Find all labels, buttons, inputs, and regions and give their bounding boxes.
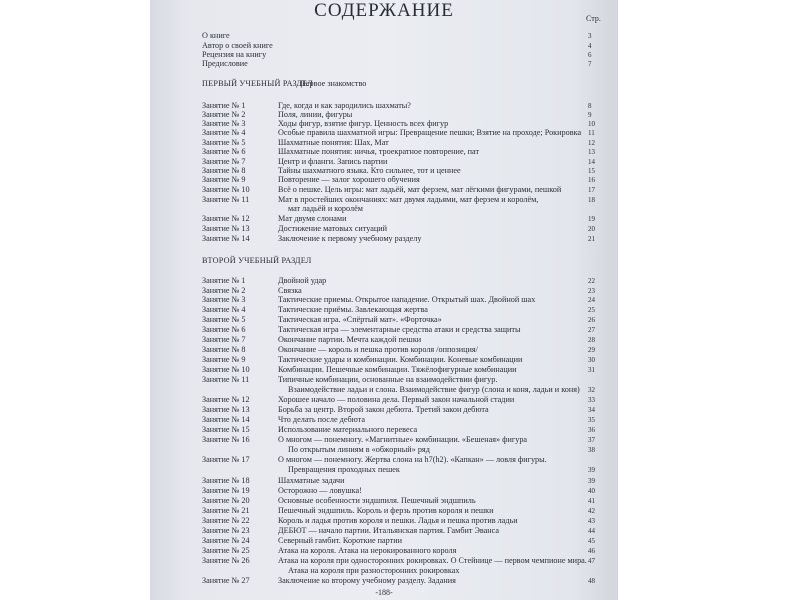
page-ref: 48 — [588, 577, 595, 585]
lesson-title: Тактические приёмы. Завлекающая жертва — [278, 305, 428, 314]
lesson-title: Шахматные задачи — [278, 476, 345, 485]
lesson-title: Центр и фланги. Запись партии — [278, 157, 388, 166]
page-ref: 37 — [588, 436, 595, 444]
section-heading-label: ВТОРОЙ УЧЕБНЫЙ РАЗДЕЛ — [202, 256, 312, 265]
toc-row — [150, 375, 618, 385]
page-column-label: Стр. — [586, 14, 601, 23]
lesson-label: Предисловие — [202, 59, 248, 68]
book-page — [150, 0, 618, 600]
page-ref: 3 — [588, 32, 592, 40]
toc-row — [150, 175, 618, 185]
lesson-label: Занятие № 8 — [202, 166, 246, 175]
toc-row — [150, 445, 618, 455]
lesson-title: Основные особенности эндшпиля. Пешечный эндшпиль — [278, 496, 476, 505]
toc-row — [150, 59, 618, 69]
toc-row — [150, 128, 618, 138]
lesson-label: Занятие № 6 — [202, 147, 246, 156]
page-ref: 31 — [588, 366, 595, 374]
toc-row — [150, 425, 618, 435]
lesson-title: Ходы фигур, взятие фигур. Ценность всех фигур — [278, 119, 449, 128]
toc-row — [150, 345, 618, 355]
lesson-title: Атака на короля при разносторонних рокировках — [288, 566, 460, 575]
toc-row — [150, 566, 618, 576]
lesson-label: Занятие № 27 — [202, 576, 250, 585]
toc-row — [150, 405, 618, 415]
toc-row — [150, 536, 618, 546]
lesson-title: Шахматные понятия: ничья, троекратное повторение, пат — [278, 147, 480, 156]
toc-row — [150, 224, 618, 234]
lesson-label: Занятие № 10 — [202, 185, 250, 194]
page-ref: 15 — [588, 167, 595, 175]
page-ref: 32 — [588, 386, 595, 394]
toc-row — [150, 325, 618, 335]
page-ref: 12 — [588, 139, 595, 147]
page-ref: 34 — [588, 406, 595, 414]
lesson-title: Осторожно — ловушка! — [278, 486, 362, 495]
page-ref: 13 — [588, 148, 595, 156]
lesson-label: Занятие № 14 — [202, 234, 250, 243]
toc-row — [150, 365, 618, 375]
lesson-label: Занятие № 17 — [202, 455, 250, 464]
lesson-label: Занятие № 20 — [202, 496, 250, 505]
page-ref: 19 — [588, 215, 595, 223]
lesson-title: Король и ладья против короля и пешки. Ладья и пешка против ладьи — [278, 516, 518, 525]
toc-row — [150, 355, 618, 365]
lesson-title: Комбинации. Пешечные комбинации. Тяжёлофигурные комбинации — [278, 365, 517, 374]
toc-row — [150, 214, 618, 224]
toc-row — [150, 465, 618, 475]
lesson-title: Использование материального перевеса — [278, 425, 418, 434]
page-ref: 38 — [588, 446, 595, 454]
lesson-title: Типичные комбинации, основанные на взаимодействии фигур. — [278, 375, 498, 384]
lesson-title: Атака на короля при односторонних рокировках. О Стейнице — первом чемпионе мира. — [278, 556, 587, 565]
toc-row — [150, 455, 618, 465]
lesson-label: Занятие № 11 — [202, 375, 250, 384]
page-ref: 42 — [588, 507, 595, 515]
lesson-title: Достижение матовых ситуаций — [278, 224, 387, 233]
lesson-label: Автор о своей книге — [202, 41, 273, 50]
toc-row — [150, 395, 618, 405]
page-ref: 33 — [588, 396, 595, 404]
lesson-label: Занятие № 14 — [202, 415, 250, 424]
lesson-title: мат ладьёй и королём — [288, 204, 363, 213]
toc-row — [150, 486, 618, 496]
lesson-title: Взаимодействие ладьи и слона. Взаимодействие фигур (слона и коня, ладьи и коня) — [288, 385, 580, 394]
toc-row — [150, 385, 618, 395]
section-heading — [150, 79, 618, 89]
page-ref: 36 — [588, 426, 595, 434]
toc-row — [150, 576, 618, 586]
page-ref: 46 — [588, 547, 595, 555]
page-ref: 26 — [588, 316, 595, 324]
page-ref: 40 — [588, 487, 595, 495]
page-ref: 30 — [588, 356, 595, 364]
lesson-title: Двойной удар — [278, 276, 327, 285]
page-ref: 21 — [588, 235, 595, 243]
lesson-label: Занятие № 2 — [202, 110, 246, 119]
toc-row — [150, 546, 618, 556]
lesson-label: Занятие № 25 — [202, 546, 250, 555]
lesson-label: Занятие № 23 — [202, 526, 250, 535]
toc-entries — [150, 0, 618, 600]
lesson-label: Занятие № 6 — [202, 325, 246, 334]
toc-row — [150, 305, 618, 315]
lesson-title: Превращения проходных пешек — [288, 465, 400, 474]
toc-row — [150, 415, 618, 425]
lesson-title: Всё о пешке. Цель игры: мат ладьёй, мат ферзем, мат лёгкими фигурами, пешкой — [278, 185, 562, 194]
toc-row — [150, 516, 618, 526]
lesson-label: Занятие № 1 — [202, 276, 246, 285]
lesson-label: Занятие № 12 — [202, 214, 250, 223]
page-ref: 17 — [588, 186, 595, 194]
section-heading — [150, 256, 618, 266]
lesson-label: Занятие № 4 — [202, 305, 246, 314]
lesson-title: Мат в простейших окончаниях: мат двумя ладьями, мат ферзем и королём, — [278, 195, 539, 204]
lesson-label: Рецензия на книгу — [202, 50, 267, 59]
page-ref: 27 — [588, 326, 595, 334]
lesson-label: Занятие № 3 — [202, 295, 246, 304]
lesson-title: Борьба за центр. Второй закон дебюта. Третий закон дебюта — [278, 405, 489, 414]
lesson-label: Занятие № 5 — [202, 138, 246, 147]
lesson-label: О книге — [202, 31, 230, 40]
lesson-label: Занятие № 1 — [202, 101, 246, 110]
page-ref: 35 — [588, 416, 595, 424]
page-title: СОДЕРЖАНИЕ — [314, 0, 454, 21]
lesson-label: Занятие № 9 — [202, 355, 246, 364]
lesson-label: Занятие № 9 — [202, 175, 246, 184]
lesson-label: Занятие № 11 — [202, 195, 250, 204]
lesson-title: Пешечный эндшпиль. Король и ферзь против короля и пешки — [278, 506, 494, 515]
lesson-label: Занятие № 12 — [202, 395, 250, 404]
page-ref: 44 — [588, 527, 595, 535]
toc-row — [150, 315, 618, 325]
lesson-title: Повторение — залог хорошего обучения — [278, 175, 420, 184]
toc-row — [150, 496, 618, 506]
lesson-label: Занятие № 16 — [202, 435, 250, 444]
lesson-label: Занятие № 7 — [202, 157, 246, 166]
toc-row — [150, 185, 618, 195]
lesson-title: Тактическая игра — элементарные средства атаки и средства защиты — [278, 325, 521, 334]
lesson-title: Атака на короля. Атака на нерокированного короля — [278, 546, 457, 555]
page-ref: 9 — [588, 111, 592, 119]
page-ref: 29 — [588, 346, 595, 354]
lesson-title: Связка — [278, 286, 302, 295]
lesson-title: Хорошее начало — половина дела. Первый закон начальной стадии — [278, 395, 515, 404]
page-ref: 45 — [588, 537, 595, 545]
page-ref: 14 — [588, 158, 595, 166]
lesson-title: Заключение ко второму учебному разделу. Задания — [278, 576, 456, 585]
lesson-title: Окончание партии. Мечта каждой пешки — [278, 335, 422, 344]
toc-row — [150, 556, 618, 566]
page-ref: 20 — [588, 225, 595, 233]
toc-row — [150, 295, 618, 305]
page-ref: 41 — [588, 497, 595, 505]
lesson-title: Первое знакомство — [300, 79, 367, 88]
lesson-title: По открытым линиям в «обжорный» ряд — [288, 445, 430, 454]
page-ref: 24 — [588, 296, 595, 304]
lesson-label: Занятие № 13 — [202, 224, 250, 233]
lesson-label: Занятие № 2 — [202, 286, 246, 295]
page-number: -188- — [375, 588, 393, 597]
lesson-label: Занятие № 24 — [202, 536, 250, 545]
lesson-label: Занятие № 5 — [202, 315, 246, 324]
page-ref: 4 — [588, 42, 592, 50]
page-ref: 28 — [588, 336, 595, 344]
lesson-title: Что делать после дебюта — [278, 415, 365, 424]
lesson-label: Занятие № 15 — [202, 425, 250, 434]
lesson-title: Тактические приемы. Открытое нападение. Открытый шах. Двойной шах — [278, 295, 536, 304]
page-ref: 8 — [588, 102, 592, 110]
lesson-title: О многом — понемногу. Жертва слона на h7(h2). «Капкан» — ловля фигуры. — [278, 455, 547, 464]
lesson-title: Шахматные понятия: Шах, Мат — [278, 138, 389, 147]
toc-row — [150, 335, 618, 345]
lesson-label: Занятие № 18 — [202, 476, 250, 485]
toc-row — [150, 276, 618, 286]
page-ref: 47 — [588, 557, 595, 565]
page-ref: 39 — [588, 466, 595, 474]
lesson-label: Занятие № 8 — [202, 345, 246, 354]
lesson-label: Занятие № 21 — [202, 506, 250, 515]
page-ref: 10 — [588, 120, 595, 128]
toc-row — [150, 204, 618, 214]
page-ref: 23 — [588, 287, 595, 295]
page-ref: 22 — [588, 277, 595, 285]
toc-row — [150, 435, 618, 445]
lesson-title: Тактическая игра. «Спёртый мат». «Форточка» — [278, 315, 442, 324]
lesson-title: Заключение к первому учебному разделу — [278, 234, 422, 243]
lesson-title: Окончание — король и пешка против короля /оппозиция/ — [278, 345, 478, 354]
toc-row — [150, 476, 618, 486]
lesson-label: Занятие № 7 — [202, 335, 246, 344]
toc-row — [150, 147, 618, 157]
toc-row — [150, 506, 618, 516]
page-ref: 11 — [588, 129, 595, 137]
lesson-title: О многом — понемногу. «Магнитные» комбинации. «Бешеная» фигура — [278, 435, 528, 444]
toc-row — [150, 31, 618, 41]
toc-row — [150, 234, 618, 244]
lesson-title: ДЕБЮТ — начало партии. Итальянская партия. Гамбит Эванса — [278, 526, 500, 535]
lesson-label: Занятие № 4 — [202, 128, 246, 137]
lesson-label: Занятие № 10 — [202, 365, 250, 374]
lesson-title: Тайны шахматного языка. Кто сильнее, тот и ценнее — [278, 166, 461, 175]
page-ref: 18 — [588, 196, 595, 204]
lesson-title: Где, когда и как зародились шахматы? — [278, 101, 411, 110]
lesson-label: Занятие № 3 — [202, 119, 246, 128]
page-ref: 39 — [588, 477, 595, 485]
toc-row — [150, 526, 618, 536]
page-ref: 6 — [588, 51, 592, 59]
page-ref: 43 — [588, 517, 595, 525]
page-ref: 25 — [588, 306, 595, 314]
lesson-label: Занятие № 22 — [202, 516, 250, 525]
lesson-title: Поля, линии, фигуры — [278, 110, 353, 119]
page-ref: 16 — [588, 176, 595, 184]
lesson-title: Мат двумя слонами — [278, 214, 347, 223]
lesson-title: Тактические удары и комбинации. Комбинации. Коневые комбинации — [278, 355, 523, 364]
page-ref: 7 — [588, 60, 592, 68]
lesson-title: Северный гамбит. Короткие партии — [278, 536, 403, 545]
lesson-label: Занятие № 26 — [202, 556, 250, 565]
lesson-label: Занятие № 19 — [202, 486, 250, 495]
lesson-label: Занятие № 13 — [202, 405, 250, 414]
section-heading-label: ПЕРВЫЙ УЧЕБНЫЙ РАЗДЕЛ — [202, 79, 313, 88]
lesson-title: Особые правила шахматной игры: Превращение пешки; Взятие на проходе; Рокировка — [278, 128, 582, 137]
